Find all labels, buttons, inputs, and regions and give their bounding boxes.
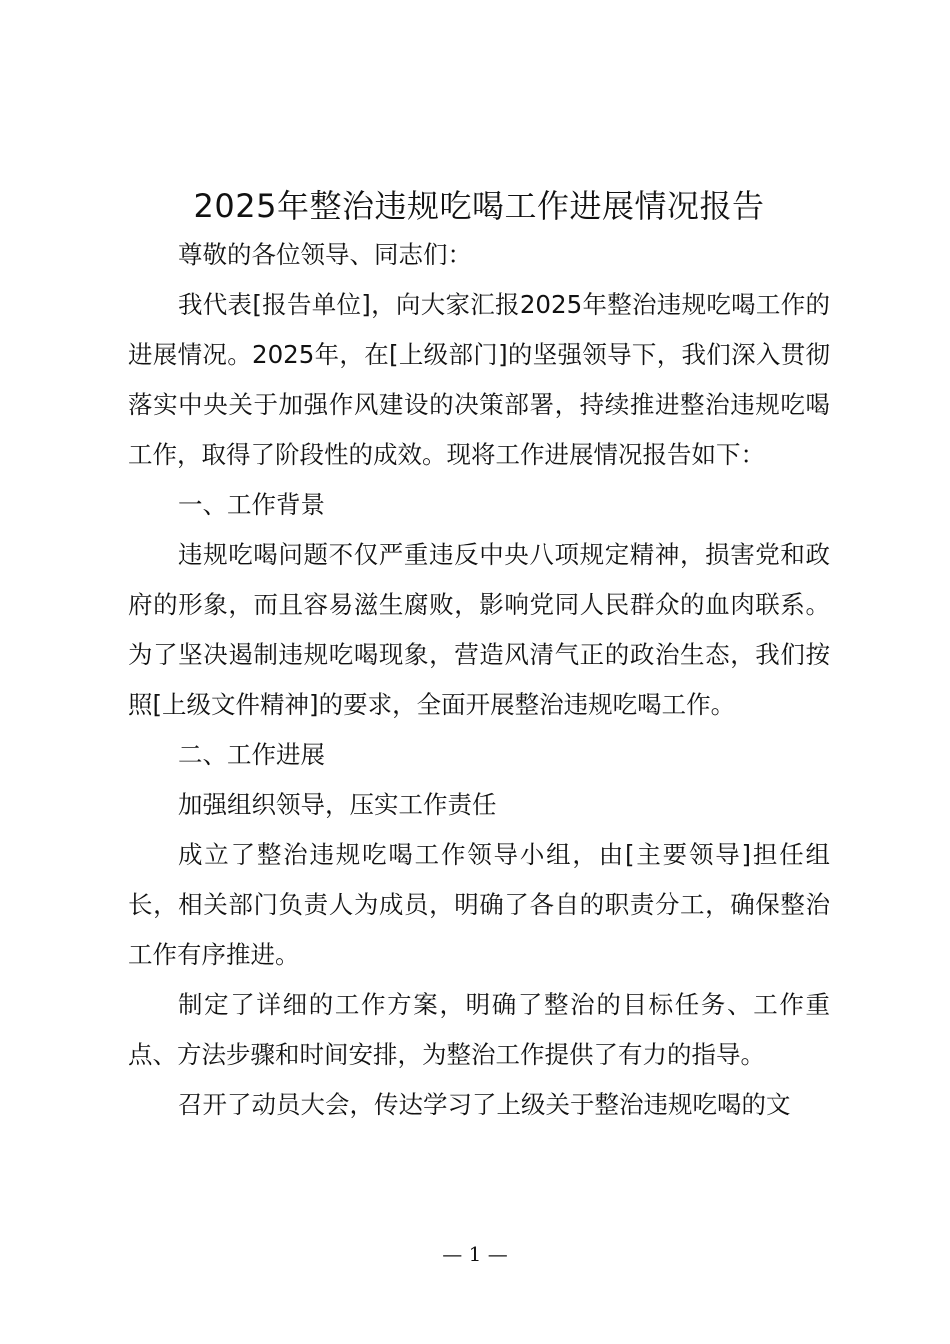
section-heading: 二、工作进展	[178, 740, 325, 769]
document-title: 2025年整治违规吃喝工作进展情况报告	[193, 187, 765, 225]
paragraph: 制定了详细的工作方案，明确了整治的目标任务、工作重点、方法步骤和时间安排，为整治工作提供了有力的指导。	[128, 990, 830, 1069]
document-body	[128, 230, 830, 1130]
section-heading: 一、工作背景	[178, 490, 325, 519]
page-number: — 1 —	[442, 1242, 508, 1266]
paragraph: 召开了动员大会，传达学习了上级关于整治违规吃喝的文	[178, 1090, 791, 1119]
paragraph: 成立了整治违规吃喝工作领导小组，由[主要领导]担任组长，相关部门负责人为成员，明确了各自的职责分工，确保整治工作有序推进。	[128, 840, 830, 969]
salutation: 尊敬的各位领导、同志们：	[178, 240, 472, 269]
subheading: 加强组织领导，压实工作责任	[178, 790, 497, 819]
paragraph: 违规吃喝问题不仅严重违反中央八项规定精神，损害党和政府的形象，而且容易滋生腐败，影响党同人民群众的血肉联系。为了坚决遏制违规吃喝现象，营造风清气正的政治生态，我们按照[上级文件精神]的要求，全面开展整治违规吃喝工作。	[128, 540, 830, 719]
paragraph: 我代表[报告单位]，向大家汇报2025年整治违规吃喝工作的进展情况。2025年，在[上级部门]的坚强领导下，我们深入贯彻落实中央关于加强作风建设的决策部署，持续推进整治违规吃喝工作，取得了阶段性的成效。现将工作进展情况报告如下：	[128, 290, 830, 469]
